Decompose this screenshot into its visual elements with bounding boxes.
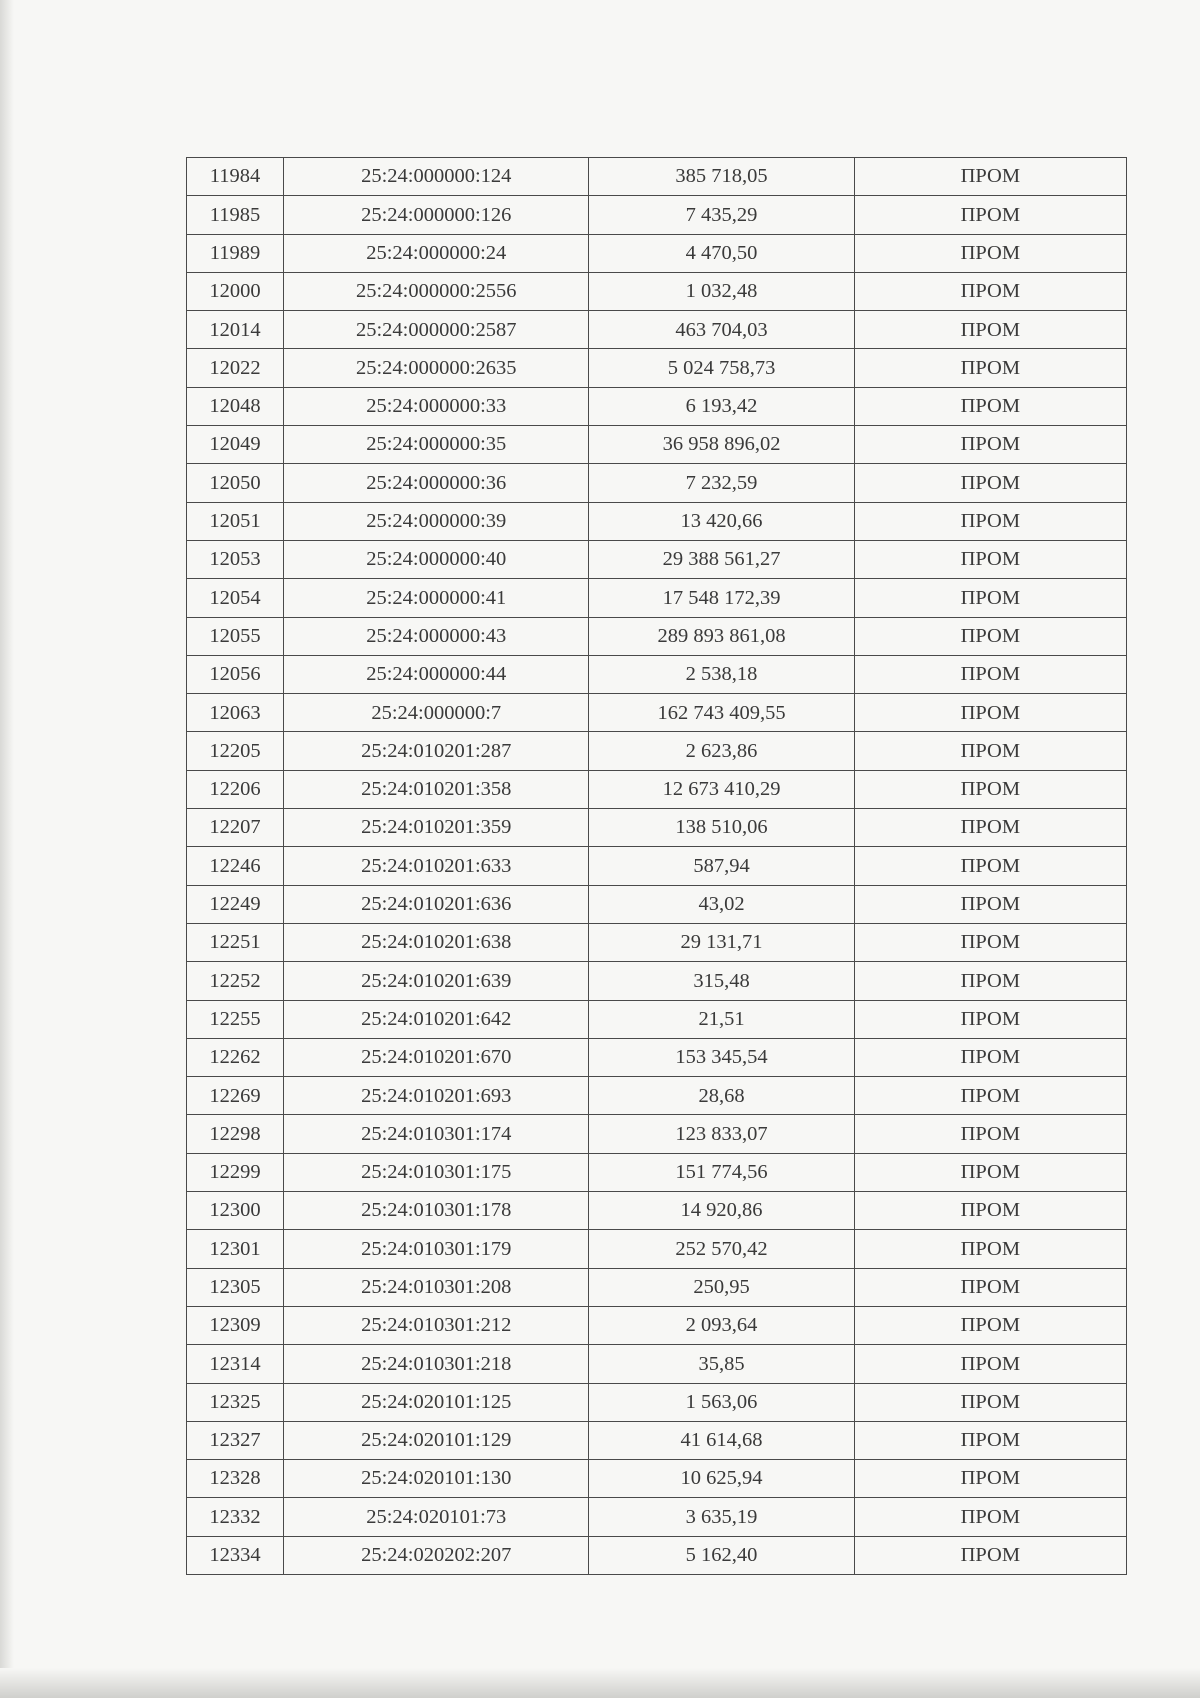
cadastral-number-cell: 25:24:010301:218 [284, 1345, 589, 1383]
cadastral-number-cell: 25:24:000000:126 [284, 196, 589, 234]
zone-category-cell: ПРОМ [854, 158, 1126, 196]
cadastral-number-cell: 25:24:010301:208 [284, 1268, 589, 1306]
row-number-cell: 12205 [187, 732, 284, 770]
row-number-cell: 12051 [187, 502, 284, 540]
cadastral-value-cell: 138 510,06 [589, 809, 854, 847]
cadastral-number-cell: 25:24:020101:73 [284, 1498, 589, 1536]
table-row [187, 540, 1127, 578]
row-number-cell: 12014 [187, 311, 284, 349]
cadastral-number-cell: 25:24:020202:207 [284, 1536, 589, 1574]
table-row [187, 1498, 1127, 1536]
cadastral-value-cell: 4 470,50 [589, 234, 854, 272]
cadastral-number-cell: 25:24:000000:35 [284, 426, 589, 464]
cadastral-value-cell: 12 673 410,29 [589, 770, 854, 808]
row-number-cell: 12298 [187, 1115, 284, 1153]
cadastral-value-cell: 13 420,66 [589, 502, 854, 540]
row-number-cell: 12252 [187, 962, 284, 1000]
cadastral-number-cell: 25:24:000000:2635 [284, 349, 589, 387]
zone-category-cell: ПРОМ [854, 387, 1126, 425]
row-number-cell: 12301 [187, 1230, 284, 1268]
cadastral-value-cell: 35,85 [589, 1345, 854, 1383]
cadastral-value-cell: 252 570,42 [589, 1230, 854, 1268]
zone-category-cell: ПРОМ [854, 732, 1126, 770]
cadastral-number-cell: 25:24:000000:36 [284, 464, 589, 502]
table-body [187, 158, 1127, 1575]
table-row [187, 1115, 1127, 1153]
table-row [187, 732, 1127, 770]
table-row [187, 962, 1127, 1000]
cadastral-value-cell: 43,02 [589, 885, 854, 923]
zone-category-cell: ПРОМ [854, 847, 1126, 885]
row-number-cell: 12048 [187, 387, 284, 425]
row-number-cell: 12049 [187, 426, 284, 464]
cadastral-number-cell: 25:24:010201:639 [284, 962, 589, 1000]
row-number-cell: 12251 [187, 923, 284, 961]
table-row [187, 1192, 1127, 1230]
row-number-cell: 12269 [187, 1077, 284, 1115]
zone-category-cell: ПРОМ [854, 923, 1126, 961]
table-row [187, 617, 1127, 655]
cadastral-value-cell: 36 958 896,02 [589, 426, 854, 464]
cadastral-value-cell: 2 538,18 [589, 655, 854, 693]
table-row [187, 885, 1127, 923]
cadastral-number-cell: 25:24:000000:124 [284, 158, 589, 196]
zone-category-cell: ПРОМ [854, 272, 1126, 310]
zone-category-cell: ПРОМ [854, 1115, 1126, 1153]
row-number-cell: 12207 [187, 809, 284, 847]
row-number-cell: 12022 [187, 349, 284, 387]
cadastral-value-cell: 587,94 [589, 847, 854, 885]
cadastral-value-cell: 289 893 861,08 [589, 617, 854, 655]
zone-category-cell: ПРОМ [854, 694, 1126, 732]
table-row [187, 770, 1127, 808]
cadastral-number-cell: 25:24:010201:638 [284, 923, 589, 961]
zone-category-cell: ПРОМ [854, 234, 1126, 272]
row-number-cell: 12314 [187, 1345, 284, 1383]
cadastral-number-cell: 25:24:010201:287 [284, 732, 589, 770]
cadastral-value-cell: 5 024 758,73 [589, 349, 854, 387]
row-number-cell: 12262 [187, 1038, 284, 1076]
zone-category-cell: ПРОМ [854, 655, 1126, 693]
row-number-cell: 12334 [187, 1536, 284, 1574]
cadastral-value-cell: 17 548 172,39 [589, 579, 854, 617]
row-number-cell: 12055 [187, 617, 284, 655]
zone-category-cell: ПРОМ [854, 1268, 1126, 1306]
cadastral-number-cell: 25:24:010201:693 [284, 1077, 589, 1115]
cadastral-number-cell: 25:24:010201:359 [284, 809, 589, 847]
zone-category-cell: ПРОМ [854, 426, 1126, 464]
cadastral-number-cell: 25:24:000000:7 [284, 694, 589, 732]
table-row [187, 1345, 1127, 1383]
table-row [187, 1077, 1127, 1115]
zone-category-cell: ПРОМ [854, 770, 1126, 808]
table-row [187, 1000, 1127, 1038]
table-row [187, 272, 1127, 310]
row-number-cell: 12332 [187, 1498, 284, 1536]
cadastral-number-cell: 25:24:020101:130 [284, 1460, 589, 1498]
cadastral-value-cell: 7 435,29 [589, 196, 854, 234]
table-row [187, 1306, 1127, 1344]
table-row [187, 1536, 1127, 1574]
cadastral-number-cell: 25:24:010301:212 [284, 1306, 589, 1344]
cadastral-number-cell: 25:24:010201:636 [284, 885, 589, 923]
zone-category-cell: ПРОМ [854, 196, 1126, 234]
table-row [187, 1230, 1127, 1268]
table-row [187, 1460, 1127, 1498]
row-number-cell: 11984 [187, 158, 284, 196]
zone-category-cell: ПРОМ [854, 885, 1126, 923]
cadastral-number-cell: 25:24:000000:43 [284, 617, 589, 655]
cadastral-number-cell: 25:24:000000:2556 [284, 272, 589, 310]
zone-category-cell: ПРОМ [854, 1077, 1126, 1115]
zone-category-cell: ПРОМ [854, 1038, 1126, 1076]
cadastral-number-cell: 25:24:000000:24 [284, 234, 589, 272]
table-row [187, 311, 1127, 349]
row-number-cell: 12328 [187, 1460, 284, 1498]
row-number-cell: 12305 [187, 1268, 284, 1306]
zone-category-cell: ПРОМ [854, 1536, 1126, 1574]
cadastral-number-cell: 25:24:000000:44 [284, 655, 589, 693]
cadastral-number-cell: 25:24:010301:174 [284, 1115, 589, 1153]
row-number-cell: 12056 [187, 655, 284, 693]
table-row [187, 579, 1127, 617]
cadastral-value-cell: 162 743 409,55 [589, 694, 854, 732]
zone-category-cell: ПРОМ [854, 1306, 1126, 1344]
cadastral-value-cell: 29 131,71 [589, 923, 854, 961]
zone-category-cell: ПРОМ [854, 809, 1126, 847]
cadastral-value-cell: 1 563,06 [589, 1383, 854, 1421]
table-row [187, 1421, 1127, 1459]
cadastral-value-cell: 29 388 561,27 [589, 540, 854, 578]
table-row [187, 809, 1127, 847]
cadastral-value-cell: 123 833,07 [589, 1115, 854, 1153]
cadastral-number-cell: 25:24:000000:2587 [284, 311, 589, 349]
row-number-cell: 12246 [187, 847, 284, 885]
row-number-cell: 12299 [187, 1153, 284, 1191]
cadastral-number-cell: 25:24:000000:41 [284, 579, 589, 617]
scan-shadow-bottom [0, 1668, 1200, 1698]
cadastral-value-cell: 385 718,05 [589, 158, 854, 196]
cadastral-number-cell: 25:24:020101:129 [284, 1421, 589, 1459]
zone-category-cell: ПРОМ [854, 464, 1126, 502]
cadastral-value-cell: 28,68 [589, 1077, 854, 1115]
row-number-cell: 12063 [187, 694, 284, 732]
cadastral-number-cell: 25:24:010201:642 [284, 1000, 589, 1038]
cadastral-value-cell: 151 774,56 [589, 1153, 854, 1191]
table-row [187, 694, 1127, 732]
table-row [187, 387, 1127, 425]
zone-category-cell: ПРОМ [854, 540, 1126, 578]
cadastral-value-cell: 250,95 [589, 1268, 854, 1306]
zone-category-cell: ПРОМ [854, 579, 1126, 617]
row-number-cell: 12309 [187, 1306, 284, 1344]
cadastral-value-cell: 41 614,68 [589, 1421, 854, 1459]
zone-category-cell: ПРОМ [854, 1421, 1126, 1459]
zone-category-cell: ПРОМ [854, 502, 1126, 540]
table-row [187, 426, 1127, 464]
zone-category-cell: ПРОМ [854, 1383, 1126, 1421]
row-number-cell: 11989 [187, 234, 284, 272]
cadastral-value-cell: 3 635,19 [589, 1498, 854, 1536]
zone-category-cell: ПРОМ [854, 1345, 1126, 1383]
cadastral-number-cell: 25:24:000000:40 [284, 540, 589, 578]
table-row [187, 158, 1127, 196]
cadastral-value-cell: 5 162,40 [589, 1536, 854, 1574]
zone-category-cell: ПРОМ [854, 1153, 1126, 1191]
row-number-cell: 12054 [187, 579, 284, 617]
row-number-cell: 12206 [187, 770, 284, 808]
scan-shadow-left [0, 0, 14, 1698]
row-number-cell: 12300 [187, 1192, 284, 1230]
cadastral-value-cell: 21,51 [589, 1000, 854, 1038]
cadastral-number-cell: 25:24:010301:178 [284, 1192, 589, 1230]
cadastral-number-cell: 25:24:010301:175 [284, 1153, 589, 1191]
table-row [187, 196, 1127, 234]
table-row [187, 655, 1127, 693]
table-row [187, 1153, 1127, 1191]
table-row [187, 1268, 1127, 1306]
cadastral-number-cell: 25:24:020101:125 [284, 1383, 589, 1421]
row-number-cell: 11985 [187, 196, 284, 234]
cadastral-value-cell: 6 193,42 [589, 387, 854, 425]
zone-category-cell: ПРОМ [854, 349, 1126, 387]
cadastral-number-cell: 25:24:010201:633 [284, 847, 589, 885]
cadastral-number-cell: 25:24:010301:179 [284, 1230, 589, 1268]
row-number-cell: 12053 [187, 540, 284, 578]
table-row [187, 1038, 1127, 1076]
table-row [187, 847, 1127, 885]
table-row [187, 349, 1127, 387]
table-row [187, 464, 1127, 502]
cadastral-value-cell: 2 093,64 [589, 1306, 854, 1344]
cadastral-number-cell: 25:24:000000:39 [284, 502, 589, 540]
table-row [187, 234, 1127, 272]
zone-category-cell: ПРОМ [854, 962, 1126, 1000]
zone-category-cell: ПРОМ [854, 1000, 1126, 1038]
cadastral-value-cell: 1 032,48 [589, 272, 854, 310]
cadastral-value-table [186, 157, 1127, 1575]
cadastral-value-cell: 10 625,94 [589, 1460, 854, 1498]
table-row [187, 502, 1127, 540]
zone-category-cell: ПРОМ [854, 1192, 1126, 1230]
zone-category-cell: ПРОМ [854, 1230, 1126, 1268]
cadastral-value-cell: 153 345,54 [589, 1038, 854, 1076]
cadastral-value-cell: 7 232,59 [589, 464, 854, 502]
row-number-cell: 12000 [187, 272, 284, 310]
cadastral-value-cell: 463 704,03 [589, 311, 854, 349]
cadastral-number-cell: 25:24:010201:358 [284, 770, 589, 808]
cadastral-value-cell: 14 920,86 [589, 1192, 854, 1230]
row-number-cell: 12325 [187, 1383, 284, 1421]
cadastral-value-cell: 315,48 [589, 962, 854, 1000]
cadastral-value-cell: 2 623,86 [589, 732, 854, 770]
row-number-cell: 12255 [187, 1000, 284, 1038]
zone-category-cell: ПРОМ [854, 1498, 1126, 1536]
row-number-cell: 12050 [187, 464, 284, 502]
row-number-cell: 12327 [187, 1421, 284, 1459]
zone-category-cell: ПРОМ [854, 1460, 1126, 1498]
zone-category-cell: ПРОМ [854, 311, 1126, 349]
cadastral-number-cell: 25:24:000000:33 [284, 387, 589, 425]
zone-category-cell: ПРОМ [854, 617, 1126, 655]
row-number-cell: 12249 [187, 885, 284, 923]
cadastral-number-cell: 25:24:010201:670 [284, 1038, 589, 1076]
table-row [187, 1383, 1127, 1421]
table-row [187, 923, 1127, 961]
